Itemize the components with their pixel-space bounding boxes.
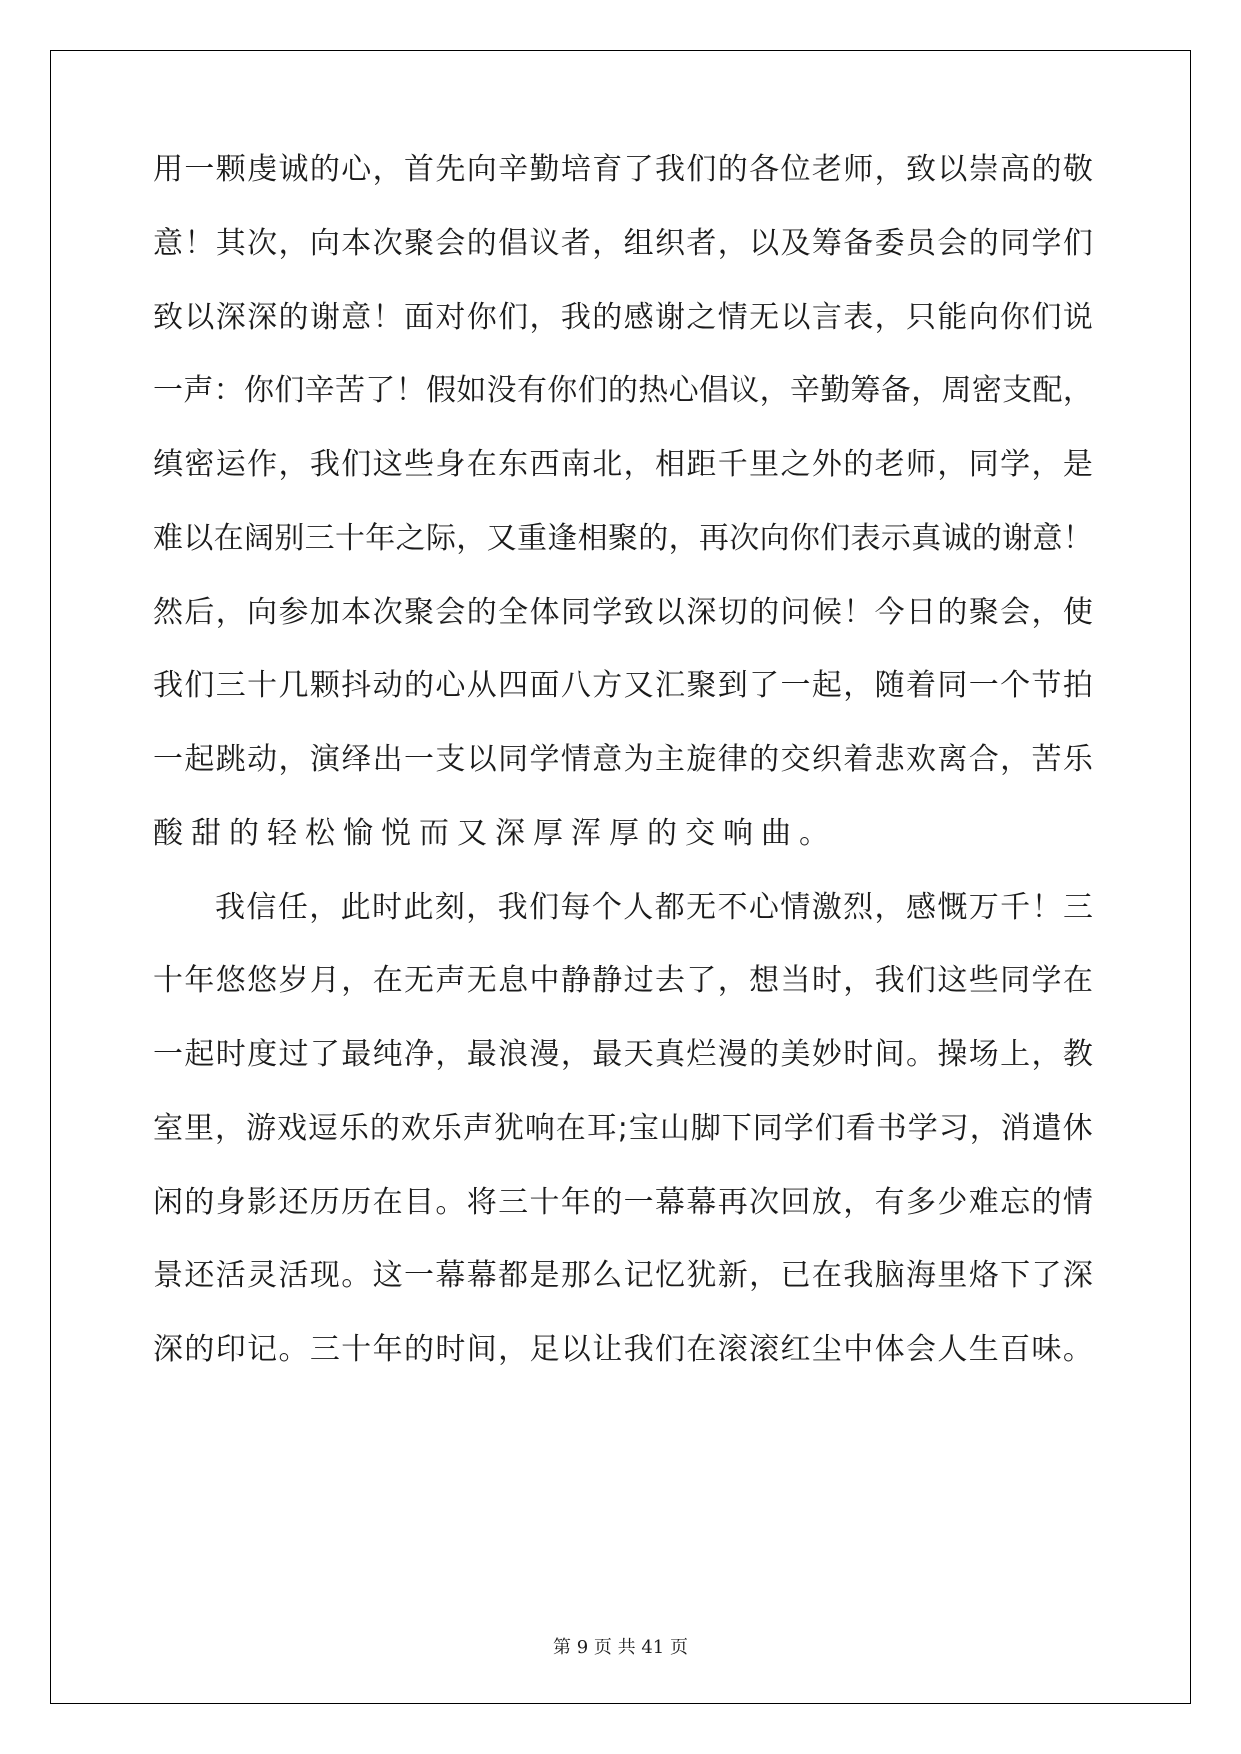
text-line: 意 ！ 其 次 ， 向 本 次 聚 会 的 倡 议 者 ， 组 织 者 ， 以 及 筹 备 委 员 会 的 同 学 们 (153, 226, 1093, 261)
text-line: 我 信 任 ， 此 时 此 刻 ， 我 们 每 个 人 都 无 不 心 情 激 烈 ， 感 慨 万 千 ！ 三 (215, 890, 1093, 925)
text-line: 室 里 ， 游 戏 逗 乐 的 欢 乐 声 犹 响 在 耳 ; 宝 山 脚 下 同 学 们 看 书 学 习 ， 消 遣 休 (153, 1111, 1093, 1146)
text-line: 闲 的 身 影 还 历 历 在 目 。 将 三 十 年 的 一 幕 幕 再 次 回 放 ， 有 多 少 难 忘 的 情 (153, 1185, 1093, 1220)
text-line: 一 起 跳 动 ， 演 绎 出 一 支 以 同 学 情 意 为 主 旋 律 的 交 织 着 悲 欢 离 合 ， 苦 乐 (153, 742, 1093, 777)
text-line: 致 以 深 深 的 谢 意 ！ 面 对 你 们 ， 我 的 感 谢 之 情 无 以 言 表 ， 只 能 向 你 们 说 (153, 300, 1093, 335)
text-line: 景 还 活 灵 活 现 。 这 一 幕 幕 都 是 那 么 记 忆 犹 新 ， 已 在 我 脑 海 里 烙 下 了 深 (153, 1258, 1093, 1293)
text-line: 一 声 ： 你 们 辛 苦 了 ！ 假 如 没 有 你 们 的 热 心 倡 议 ， 辛 勤 筹 备 ， 周 密 支 配 ， (153, 373, 1093, 408)
text-line: 我 们 三 十 几 颗 抖 动 的 心 从 四 面 八 方 又 汇 聚 到 了 一 起 ， 随 着 同 一 个 节 拍 (153, 668, 1093, 703)
text-line: 难 以 在 阔 别 三 十 年 之 际 ， 又 重 逢 相 聚 的 ， 再 次 向 你 们 表 示 真 诚 的 谢 意 ！ (153, 521, 1093, 556)
page-number: 第 9 页 共 41 页 (553, 1637, 688, 1658)
text-line: 缜 密 运 作 ， 我 们 这 些 身 在 东 西 南 北 ， 相 距 千 里 之 外 的 老 师 ， 同 学 ， 是 (153, 447, 1093, 482)
text-line: 然 后 ， 向 参 加 本 次 聚 会 的 全 体 同 学 致 以 深 切 的 问 候 ！ 今 日 的 聚 会 ， 使 (153, 595, 1093, 630)
text-line: 深 的 印 记 。 三 十 年 的 时 间 ， 足 以 让 我 们 在 滚 滚 红 尘 中 体 会 人 生 百 味 。 (153, 1332, 1093, 1367)
text-line: 用 一 颗 虔 诚 的 心 ， 首 先 向 辛 勤 培 育 了 我 们 的 各 位 老 师 ， 致 以 崇 高 的 敬 (153, 152, 1093, 187)
text-line: 十 年 悠 悠 岁 月 ， 在 无 声 无 息 中 静 静 过 去 了 ， 想 当 时 ， 我 们 这 些 同 学 在 (153, 963, 1093, 998)
text-line: 酸甜的轻松愉悦而又深厚浑厚的交响曲。 (153, 816, 837, 851)
text-line: 一 起 时 度 过 了 最 纯 净 ， 最 浪 漫 ， 最 天 真 烂 漫 的 美 妙 时 间 。 操 场 上 ， 教 (153, 1037, 1093, 1072)
